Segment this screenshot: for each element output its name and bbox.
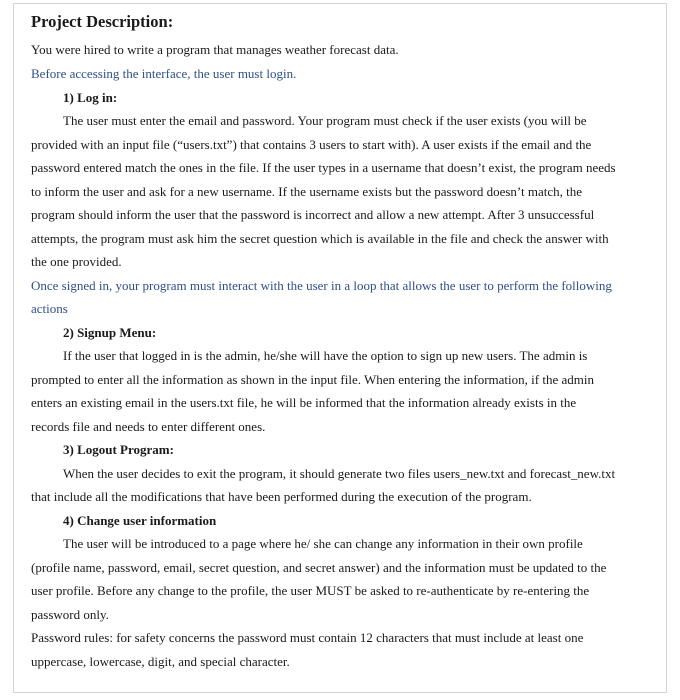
loop-note: Once signed in, your program must interact with the user in a loop that allows the user to perform the following bbox=[31, 278, 612, 293]
login-line: provided with an input file (“users.txt”) that contains 3 users to start with). A user exists if the email and the bbox=[31, 137, 592, 152]
change-line: The user will be introduced to a page where he/ she can change any information in their own profile bbox=[63, 536, 583, 551]
logout-line: that include all the modifications that have been performed during the execution of the program. bbox=[31, 489, 532, 504]
signup-line: prompted to enter all the information as shown in the input file. When entering the information, if the admin bbox=[31, 372, 594, 387]
password-rules: Password rules: for safety concerns the password must contain 12 characters that must include at least one bbox=[31, 630, 584, 645]
login-line: attempts, the program must ask him the secret question which is available in the file and check the answer with bbox=[31, 231, 609, 246]
loop-note: actions bbox=[31, 301, 68, 316]
signup-heading: 2) Signup Menu: bbox=[63, 325, 157, 340]
intro-text: You were hired to write a program that manages weather forecast data. bbox=[31, 42, 399, 57]
login-line: the one provided. bbox=[31, 254, 122, 269]
change-line: user profile. Before any change to the profile, the user MUST be asked to re-authenticate by re-entering the bbox=[31, 583, 590, 598]
change-line: (profile name, password, email, secret question, and secret answer) and the information must be updated to the bbox=[31, 560, 607, 575]
login-note: Before accessing the interface, the user must login. bbox=[31, 66, 297, 81]
signup-line: If the user that logged in is the admin, he/she will have the option to sign up new users. The admin is bbox=[63, 348, 588, 363]
login-line: program should inform the user that the password is incorrect and allow a new attempt. After 3 unsuccessful bbox=[31, 207, 595, 222]
login-line: The user must enter the email and password. Your program must check if the user exists (you will be bbox=[63, 113, 587, 128]
login-line: password entered match the ones in the file. If the user types in a username that doesn’t exist, the program needs bbox=[31, 160, 616, 175]
login-heading: 1) Log in: bbox=[63, 90, 118, 105]
page-title: Project Description: bbox=[31, 12, 174, 31]
login-line: to inform the user and ask for a new username. If the username exists but the password doesn’t match, the bbox=[31, 184, 583, 199]
logout-heading: 3) Logout Program: bbox=[63, 442, 174, 457]
signup-line: records file and needs to enter different ones. bbox=[31, 419, 266, 434]
password-rules: uppercase, lowercase, digit, and special character. bbox=[31, 654, 290, 669]
signup-line: enters an existing email in the users.txt file, he will be informed that the information already exists in the bbox=[31, 395, 577, 410]
change-heading: 4) Change user information bbox=[63, 513, 217, 528]
change-line: password only. bbox=[31, 607, 109, 622]
logout-line: When the user decides to exit the program, it should generate two files users_new.txt and forecast_new.txt bbox=[63, 466, 616, 481]
